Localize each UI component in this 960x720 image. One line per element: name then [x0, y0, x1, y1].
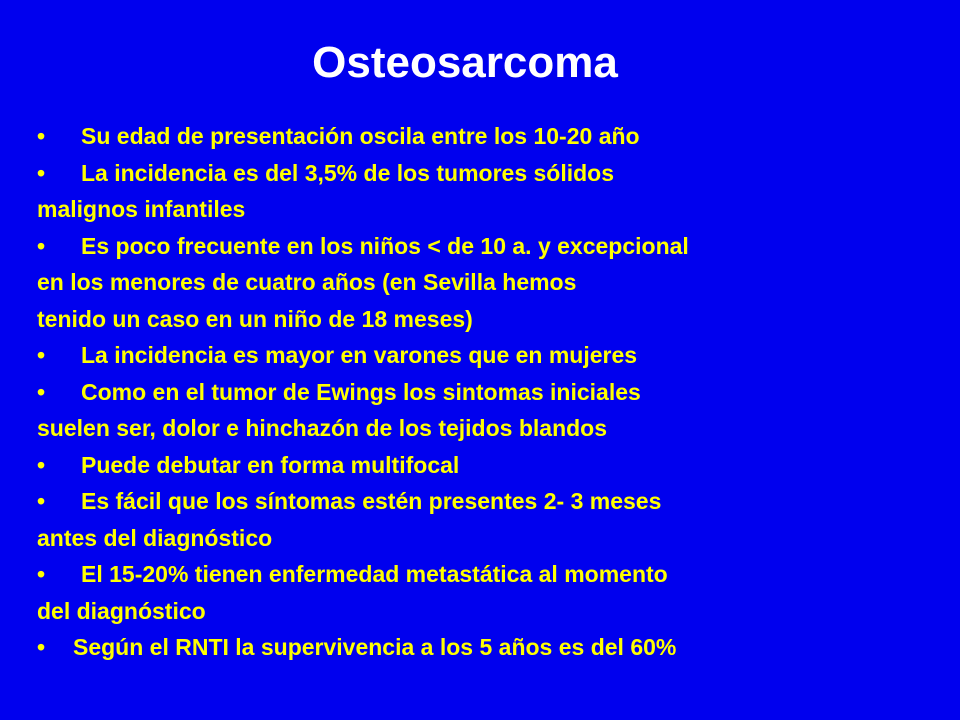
bullet-dot-icon: •: [37, 232, 46, 259]
slide-title: Osteosarcoma: [312, 38, 618, 87]
bullet-continuation: tenido un caso en un niño de 18 meses): [37, 305, 473, 332]
bullet-dot-icon: •: [37, 451, 46, 478]
bullet-item: [37, 556, 947, 629]
bullet-dot-icon: •: [37, 378, 46, 405]
bullet-item: [37, 337, 947, 374]
bullet-text: Puede debutar en forma multifocal: [81, 451, 460, 478]
bullet-item: [37, 629, 947, 666]
bullet-item: [37, 483, 947, 556]
bullet-dot-icon: •: [37, 561, 46, 587]
bullet-text: El 15-20% tienen enfermedad metastática al momento: [81, 561, 668, 587]
bullet-text: Es poco frecuente en los niños < de 10 a. y excepcional: [81, 232, 689, 259]
bullet-text: Su edad de presentación oscila entre los 10-20 año: [81, 123, 640, 149]
bullet-text: Como en el tumor de Ewings los sintomas iniciales: [81, 378, 641, 405]
bullet-dot-icon: •: [37, 123, 46, 149]
bullet-item: [37, 155, 947, 228]
bullet-continuation: del diagnóstico: [37, 597, 206, 624]
bullet-list: [37, 118, 947, 666]
bullet-dot-icon: •: [37, 488, 46, 514]
bullet-text: Según el RNTI la supervivencia a los 5 años es del 60%: [73, 634, 677, 660]
bullet-item: [37, 118, 947, 155]
bullet-dot-icon: •: [37, 634, 46, 660]
bullet-text: Es fácil que los síntomas estén presentes 2- 3 meses: [81, 488, 662, 514]
bullet-dot-icon: •: [37, 342, 46, 368]
bullet-item: [37, 374, 947, 447]
bullet-text: La incidencia es del 3,5% de los tumores sólidos: [81, 159, 615, 186]
bullet-dot-icon: •: [37, 159, 46, 186]
bullet-continuation: en los menores de cuatro años (en Sevilla hemos: [37, 269, 577, 295]
bullet-item: [37, 228, 947, 338]
bullet-continuation: antes del diagnóstico: [37, 524, 273, 551]
bullet-continuation: suelen ser, dolor e hinchazón de los tejidos blandos: [37, 415, 608, 441]
bullet-text: La incidencia es mayor en varones que en mujeres: [81, 342, 638, 368]
bullet-continuation: malignos infantiles: [37, 196, 246, 222]
bullet-item: [37, 447, 947, 484]
